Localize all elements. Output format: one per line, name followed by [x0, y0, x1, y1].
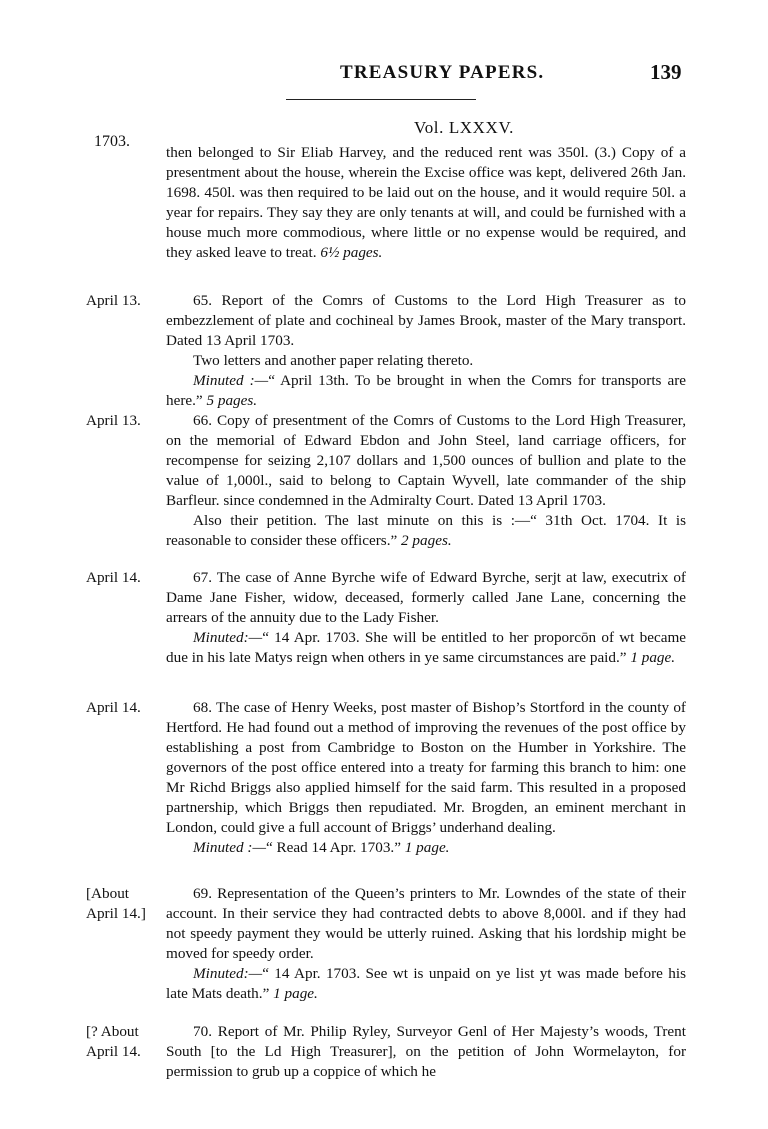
- entry-text: 67. The case of Anne Byrche wife of Edward Byrche, serjt at law, executrix of Dame Jane Fisher, widow, deceased, formerly called Jane Lane, concerning the arrears of the annuity due to the Lady Fisher.: [166, 569, 686, 626]
- entry-note: Also their petition. The last minute on this is :—“ 31th Oct. 1704. It is reasonable to consider these officers.”: [166, 512, 686, 549]
- continuation-pages: 6½ pages.: [320, 244, 383, 261]
- entry-date: [About April 14.]: [86, 885, 146, 922]
- entry-date: April 14.: [86, 569, 141, 586]
- continuation-paragraph: [166, 143, 686, 263]
- minuted-text: “ Read 14 Apr. 1703.”: [265, 839, 401, 856]
- volume-heading: Vol. LXXXV.: [414, 118, 514, 137]
- minuted-text: “ 14 Apr. 1703. She will be entitled to her proporcōn of wt became due in his late Matys reign when others in ye same circumstances are paid.”: [166, 629, 686, 666]
- minuted-label: Minuted :—: [193, 372, 269, 389]
- page-number: 139: [650, 60, 682, 84]
- entry-date: April 13.: [86, 412, 141, 429]
- minuted-text: “ April 13th. To be brought in when the Comrs for transports are here.”: [166, 372, 686, 409]
- minuted-text: “ 14 Apr. 1703. See wt is unpaid on ye list yt was made before his late Mats death.”: [166, 965, 686, 1002]
- entry-pages: 2 pages.: [401, 532, 452, 549]
- entry-date: April 14.: [86, 699, 141, 716]
- entry-pages: 1 page.: [273, 985, 318, 1002]
- entry-date: [? About April 14.: [86, 1023, 141, 1060]
- minuted-label: Minuted:—: [193, 965, 263, 982]
- entry-pages: 1 page.: [630, 649, 676, 666]
- year-margin: 1703.: [94, 133, 130, 150]
- minuted-label: Minuted:—: [193, 629, 263, 646]
- entry-date: April 13.: [86, 292, 141, 309]
- minuted-label: Minuted :—: [193, 839, 266, 856]
- running-head: [0, 62, 768, 92]
- entry-text: 70. Report of Mr. Philip Ryley, Surveyor Genl of Her Majesty’s woods, Trent South [to the Ld High Treasurer], on the petition of John Wormelayton, for permission to grub up a coppice of which he: [166, 1023, 686, 1080]
- entry-text: 65. Report of the Comrs of Customs to the Lord High Treasurer as to embezzlement of plate and cochineal by James Brook, master of the Mary transport. Dated 13 April 1703.: [166, 292, 686, 349]
- entry-pages: 5 pages.: [206, 392, 258, 409]
- running-title: TREASURY PAPERS.: [340, 62, 545, 83]
- entry-text: 66. Copy of presentment of the Comrs of Customs to the Lord High Treasurer, on the memorial of Edward Ebdon and John Steel, land carriage officers, for recompense for seizing 2,107 dollars and 1,500 ounces of bullion and plate to the value of 1,000l., said to belong to Captain Wyvell, late commander of the ship Barfleur. since condemned in the Admiralty Court. Dated 13 April 1703.: [166, 412, 686, 509]
- entry-pages: 1 page.: [404, 839, 450, 856]
- continuation-text: then belonged to Sir Eliab Harvey, and the reduced rent was 350l. (3.) Copy of a presentment about the house, wherein the Excise office was kept, delivered 26th Jan. 1698. 450l. was then required to be laid out on the house, and it would require 50l. a year for repairs. They say they are only tenants at will, and could be furnished with a house much more commodious, where little or no expense would be required, and they asked leave to treat.: [166, 144, 686, 261]
- entry-text: 68. The case of Henry Weeks, post master of Bishop’s Stortford in the county of Hertford. He had found out a method of improving the revenues of the post office by establishing a post from Cambridge to Boston on the Humber in Yorkshire. The governors of the post office entered into a treaty for farming this branch to him: one Mr Richd Briggs also applied himself for the said farm. This resulted in a proposed partnership, which Briggs then repudiated. Mr. Brogden, an eminent merchant in London, could give a full account of Briggs’ underhand dealing.: [166, 699, 686, 836]
- entry-note: Two letters and another paper relating thereto.: [193, 352, 474, 369]
- entry-text: 69. Representation of the Queen’s printers to Mr. Lowndes of the state of their account. In their service they had contracted debts to above 8,000l. and if they had not speedy payment they would be utterly ruined. Asking that his lordship might be moved for speedy order.: [166, 885, 686, 962]
- header-rule: [286, 99, 476, 100]
